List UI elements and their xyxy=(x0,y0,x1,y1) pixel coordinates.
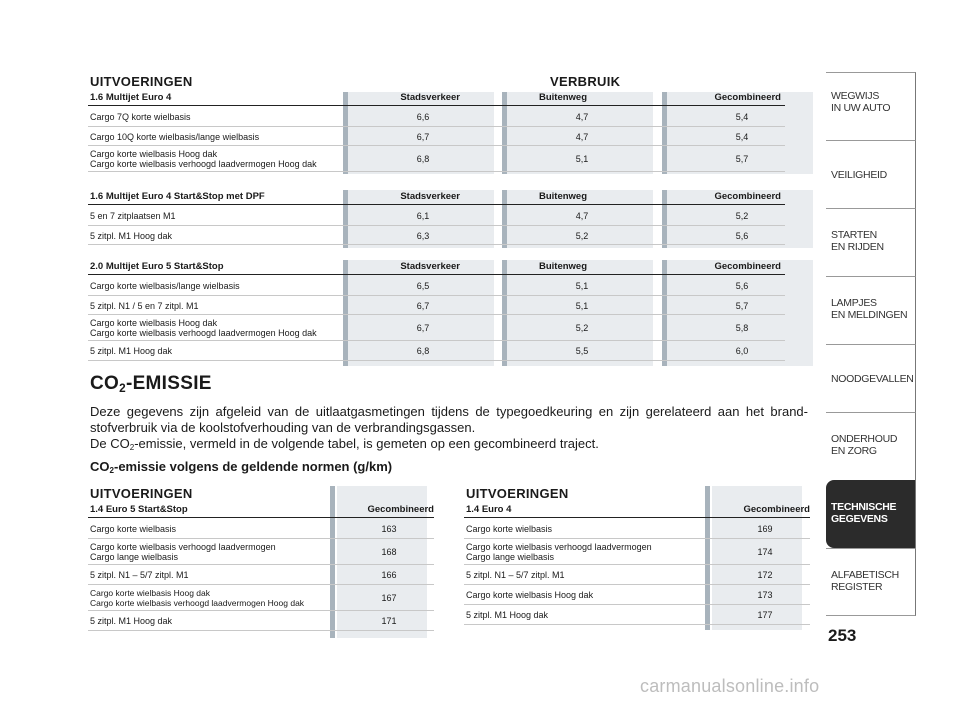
value-gecombineerd: 177 xyxy=(757,610,773,620)
table-row xyxy=(88,585,434,611)
col-header-stadsverkeer: Stadsverkeer xyxy=(400,191,460,202)
value-buitenweg: 5,1 xyxy=(575,301,589,311)
row-label: 5 en 7 zitplaatsen M1 xyxy=(90,211,176,221)
row-label: 5 zitpl. N1 – 5/7 zitpl. M1 xyxy=(90,570,189,580)
table-row xyxy=(88,275,785,296)
row-label: Cargo korte wielbasis Hoog dak Cargo korte wielbasis verhoogd laadvermogen Hoog dak xyxy=(90,588,305,608)
col-header-stadsverkeer: Stadsverkeer xyxy=(400,92,460,103)
table-row xyxy=(464,605,810,625)
engine-label: 1.4 Euro 4 xyxy=(466,504,512,515)
value-gecombineerd: 6,0 xyxy=(735,346,749,356)
value-gecombineerd: 5,4 xyxy=(735,112,749,122)
engine-label: 1.6 Multijet Euro 4 Start&Stop met DPF xyxy=(90,191,265,202)
table-header xyxy=(88,259,785,275)
tab-starten[interactable]: STARTEN EN RIJDEN xyxy=(826,208,916,276)
value-buitenweg: 5,1 xyxy=(575,154,589,164)
value-stadsverkeer: 6,8 xyxy=(416,154,430,164)
value-stadsverkeer: 6,8 xyxy=(416,346,430,356)
table-row xyxy=(464,585,810,605)
col-header-gecombineerd: Gecombineerd xyxy=(367,504,434,515)
table-row xyxy=(88,518,434,539)
value-gecombineerd: 171 xyxy=(381,616,397,626)
value-gecombineerd: 5,8 xyxy=(735,323,749,333)
co2-table-left xyxy=(88,502,434,631)
section-title-verbruik: VERBRUIK xyxy=(550,74,621,89)
section-title-uitvoeringen: UITVOERINGEN xyxy=(466,486,569,501)
value-buitenweg: 4,7 xyxy=(575,112,589,122)
value-gecombineerd: 163 xyxy=(381,524,397,534)
row-label: Cargo 10Q korte wielbasis/lange wielbasis xyxy=(90,132,260,142)
col-header-gecombineerd: Gecombineerd xyxy=(714,261,781,272)
engine-label: 1.6 Multijet Euro 4 xyxy=(90,92,172,103)
value-buitenweg: 4,7 xyxy=(575,211,589,221)
value-stadsverkeer: 6,7 xyxy=(416,132,430,142)
consumption-table-1 xyxy=(88,90,785,172)
engine-label: 1.4 Euro 5 Start&Stop xyxy=(90,504,188,515)
watermark: carmanualsonline.info xyxy=(640,676,820,696)
col-header-buitenweg: Buitenweg xyxy=(538,191,588,202)
tab-wegwijs[interactable]: WEGWIJS IN UW AUTO xyxy=(826,72,916,140)
table-row xyxy=(88,296,785,315)
table-row xyxy=(88,341,785,361)
row-label: 5 zitpl. N1 / 5 en 7 zitpl. M1 xyxy=(90,301,199,311)
value-stadsverkeer: 6,6 xyxy=(416,112,430,122)
consumption-table-2 xyxy=(88,189,785,245)
value-gecombineerd: 5,4 xyxy=(735,132,749,142)
co2-title: $CO_2$-EMISSIE xyxy=(90,373,212,395)
table-header xyxy=(88,189,785,205)
value-gecombineerd: 5,7 xyxy=(735,154,749,164)
chapter-tabs xyxy=(826,72,916,616)
value-buitenweg: 5,5 xyxy=(575,346,589,356)
value-stadsverkeer: 6,5 xyxy=(416,281,430,291)
co2-paragraph: Deze gegevens zijn afgeleid van de uitlaatgasmetingen tijdens de typegoedkeuring en zijn gerelateerd aan het brand-stofverbruik via de koolstofverhouding van de verbrandingsgassen. De $CO_2$-emissie, vermeld in de volgende tabel, is gemeten op een gecombineerd traject. xyxy=(90,404,808,452)
row-label: Cargo 7Q korte wielbasis xyxy=(90,112,191,122)
value-gecombineerd: 169 xyxy=(757,524,773,534)
row-label: 5 zitpl. M1 Hoog dak xyxy=(90,346,173,356)
value-stadsverkeer: 6,1 xyxy=(416,211,430,221)
row-label: 5 zitpl. M1 Hoog dak xyxy=(466,610,549,620)
tab-veiligheid[interactable]: VEILIGHEID xyxy=(826,140,916,208)
table-row xyxy=(88,146,785,172)
table-header xyxy=(88,90,785,106)
row-label: Cargo korte wielbasis Hoog dak xyxy=(466,590,594,600)
engine-label: 2.0 Multijet Euro 5 Start&Stop xyxy=(90,261,224,272)
value-buitenweg: 5,1 xyxy=(575,281,589,291)
value-gecombineerd: 166 xyxy=(381,570,397,580)
col-header-buitenweg: Buitenweg xyxy=(538,261,588,272)
row-label: Cargo korte wielbasis Hoog dak Cargo korte wielbasis verhoogd laadvermogen Hoog dak xyxy=(90,149,317,169)
row-label: 5 zitpl. N1 – 5/7 zitpl. M1 xyxy=(466,570,565,580)
value-gecombineerd: 174 xyxy=(757,547,773,557)
table-row xyxy=(464,518,810,539)
table-row xyxy=(88,127,785,146)
col-header-gecombineerd: Gecombineerd xyxy=(714,191,781,202)
table-row xyxy=(88,106,785,127)
row-label: Cargo korte wielbasis verhoogd laadvermogen Cargo lange wielbasis xyxy=(90,542,276,562)
consumption-table-3 xyxy=(88,259,785,361)
col-header-gecombineerd: Gecombineerd xyxy=(714,92,781,103)
value-stadsverkeer: 6,3 xyxy=(416,231,430,241)
co2-subtitle: $CO_2$-emissie volgens de geldende normen (g/km) xyxy=(90,459,393,475)
row-label: Cargo korte wielbasis verhoogd laadvermogen Cargo lange wielbasis xyxy=(466,542,652,562)
table-row xyxy=(88,315,785,341)
tab-technische-gegevens[interactable]: TECHNISCHE GEGEVENS xyxy=(826,480,916,548)
value-gecombineerd: 167 xyxy=(381,593,397,603)
col-header-stadsverkeer: Stadsverkeer xyxy=(400,261,460,272)
value-gecombineerd: 5,7 xyxy=(735,301,749,311)
table-row xyxy=(88,611,434,631)
row-label: 5 zitpl. M1 Hoog dak xyxy=(90,231,173,241)
row-label: Cargo korte wielbasis xyxy=(466,524,553,534)
value-buitenweg: 4,7 xyxy=(575,132,589,142)
tab-noodgevallen[interactable]: NOODGEVALLEN xyxy=(826,344,916,412)
table-header xyxy=(464,502,810,518)
table-row xyxy=(88,226,785,245)
table-row xyxy=(464,565,810,585)
page-number: 253 xyxy=(828,626,857,645)
co2-table-right xyxy=(464,502,810,625)
col-header-gecombineerd: Gecombineerd xyxy=(743,504,810,515)
value-gecombineerd: 5,2 xyxy=(735,211,749,221)
value-buitenweg: 5,2 xyxy=(575,231,589,241)
tab-alfabetisch-register[interactable]: ALFABETISCH REGISTER xyxy=(826,548,916,616)
col-header-buitenweg: Buitenweg xyxy=(538,92,588,103)
table-row xyxy=(88,539,434,565)
tab-lampjes[interactable]: LAMPJES EN MELDINGEN xyxy=(826,276,916,344)
value-gecombineerd: 172 xyxy=(757,570,773,580)
section-title-uitvoeringen: UITVOERINGEN xyxy=(90,486,193,501)
row-label: Cargo korte wielbasis/lange wielbasis xyxy=(90,281,240,291)
table-row xyxy=(88,565,434,585)
table-row xyxy=(464,539,810,565)
value-gecombineerd: 168 xyxy=(381,547,397,557)
row-label: Cargo korte wielbasis Hoog dak Cargo korte wielbasis verhoogd laadvermogen Hoog dak xyxy=(90,318,317,338)
table-row xyxy=(88,205,785,226)
value-stadsverkeer: 6,7 xyxy=(416,323,430,333)
section-title-uitvoeringen: UITVOERINGEN xyxy=(90,74,193,89)
row-label: Cargo korte wielbasis xyxy=(90,524,177,534)
value-stadsverkeer: 6,7 xyxy=(416,301,430,311)
table-header xyxy=(88,502,434,518)
value-gecombineerd: 5,6 xyxy=(735,231,749,241)
value-gecombineerd: 5,6 xyxy=(735,281,749,291)
row-label: 5 zitpl. M1 Hoog dak xyxy=(90,616,173,626)
value-gecombineerd: 173 xyxy=(757,590,773,600)
tab-onderhoud[interactable]: ONDERHOUD EN ZORG xyxy=(826,412,916,480)
value-buitenweg: 5,2 xyxy=(575,323,589,333)
